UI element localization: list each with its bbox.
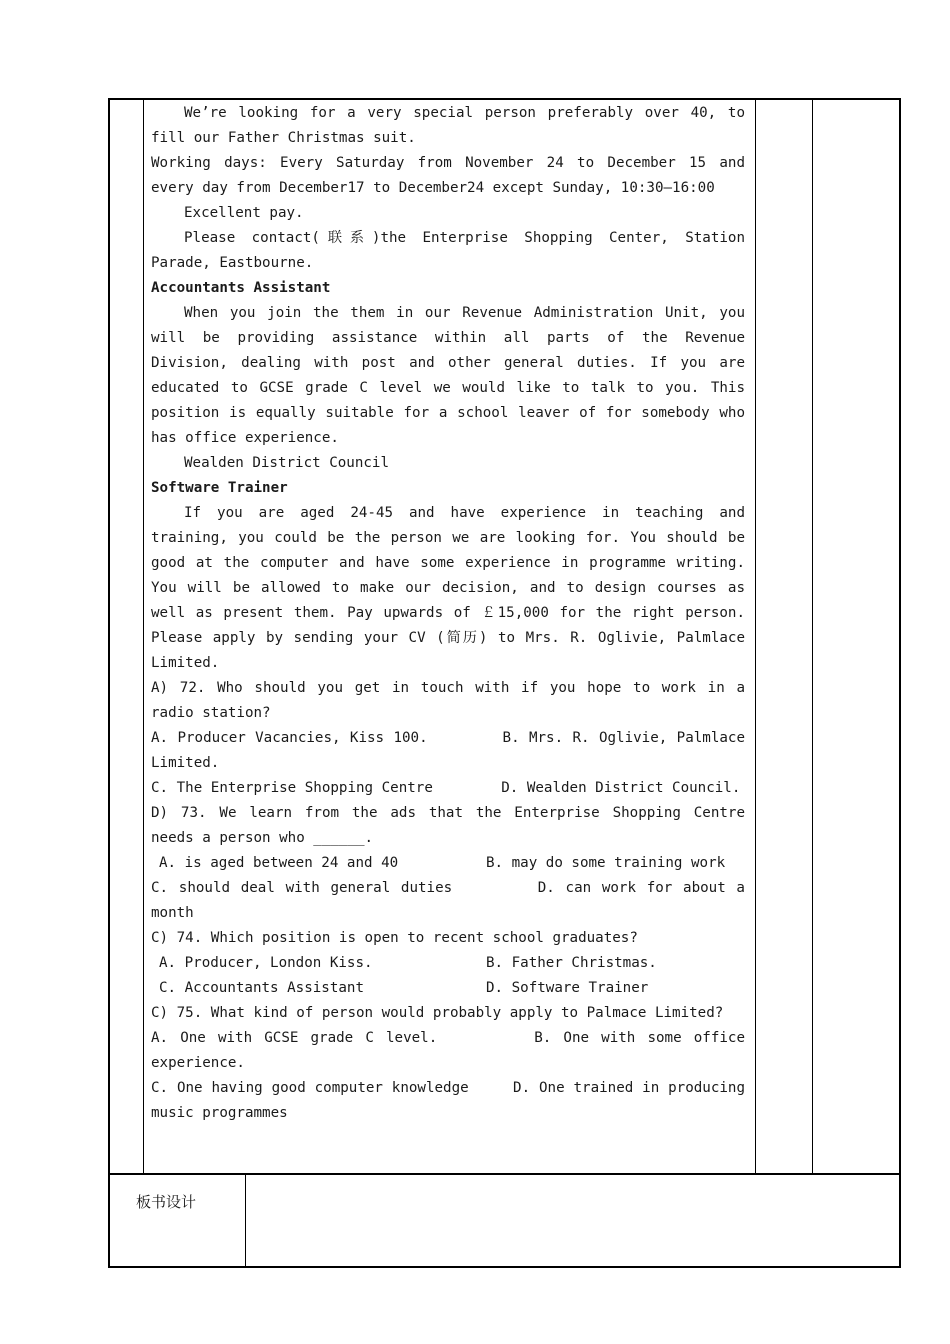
option: D. Software Trainer: [486, 980, 649, 996]
question-stem: A) 72. Who should you get in touch with if you hope to work in a radio station?: [151, 680, 745, 721]
option: B. Father Christmas.: [486, 955, 657, 971]
reading-passage: [151, 101, 745, 1126]
column-divider: [245, 1175, 246, 1266]
question-options: C. One having good computer knowledge D. One trained in producing music programmes: [151, 1080, 745, 1121]
board-design-row: [108, 1174, 901, 1268]
question-options: [151, 951, 745, 976]
question-options: [151, 976, 745, 1001]
father-christmas-intro: We’re looking for a very special person preferably over 40, to fill our Father Christmas suit.: [151, 105, 745, 146]
software-title: Software Trainer: [151, 480, 288, 496]
option: A. Producer, London Kiss.: [159, 955, 373, 971]
software-body: If you are aged 24-45 and have experience in teaching and training, you could be the person we are looking for. You should be good at the computer and have some experience in programme writing. You will be allowed to make our decision, and to design courses as well as present them. Pay upwards of ￡15,000 for the right person. Please apply by sending your CV (简历) to Mrs. R. Oglivie, Palmlace Limited.: [151, 505, 745, 671]
column-divider: [143, 100, 144, 1173]
question-options: A. Producer Vacancies, Kiss 100. B. Mrs. R. Oglivie, Palmlace Limited.: [151, 730, 745, 771]
option: C. Accountants Assistant: [159, 980, 364, 996]
accountants-org: Wealden District Council: [184, 455, 389, 471]
question-stem: C) 75. What kind of person would probably apply to Palmace Limited?: [151, 1005, 724, 1021]
question-options: [151, 851, 745, 876]
accountants-title: Accountants Assistant: [151, 280, 331, 296]
column-divider: [812, 100, 813, 1173]
father-christmas-working-days: Working days: Every Saturday from November 24 to December 15 and every day from December17 to December24 except Sunday, 10:30—16:00: [151, 155, 745, 196]
option: B. may do some training work: [486, 855, 726, 871]
board-design-label: 板书设计: [136, 1193, 197, 1211]
question-options: C. The Enterprise Shopping Centre D. Wealden District Council.: [151, 780, 741, 796]
father-christmas-pay: Excellent pay.: [184, 205, 304, 221]
accountants-body: When you join the them in our Revenue Administration Unit, you will be providing assistance within all parts of the Revenue Division, dealing with post and other general duties. If you are educated to GCSE grade C level we would like to talk to you. This position is equally suitable for a school leaver of for somebody who has office experience.: [151, 305, 745, 446]
question-options: A. One with GCSE grade C level. B. One with some office experience.: [151, 1030, 745, 1071]
option: A. is aged between 24 and 40: [159, 855, 399, 871]
question-options: C. should deal with general duties D. can work for about a month: [151, 880, 745, 921]
question-stem: D) 73. We learn from the ads that the Enterprise Shopping Centre needs a person who ______.: [151, 805, 745, 846]
column-divider: [755, 100, 756, 1173]
question-stem: C) 74. Which position is open to recent school graduates?: [151, 930, 638, 946]
father-christmas-contact: Please contact(联系)the Enterprise Shopping Center, Station Parade, Eastbourne.: [151, 230, 745, 271]
